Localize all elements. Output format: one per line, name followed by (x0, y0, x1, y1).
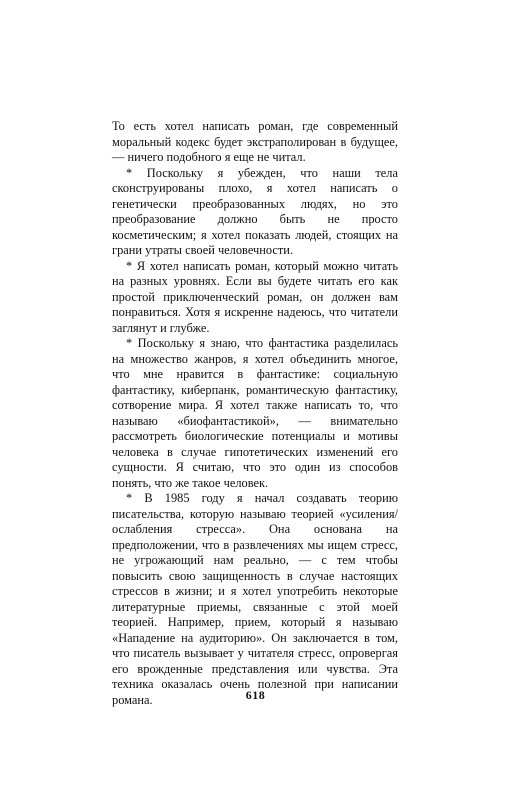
paragraph-biofantasy: * Поскольку я знаю, что фантастика разделилась на множество жанров, я хотел объединить многое, что мне нравится в фантастике: социальную фантастику, киберпанк, романтическую фантастику, сотворение мира. Я хотел также написать то, что называю «биофантастикой», — внимательно рассмотреть биологические потенциалы и мотивы человека в случае гипотетических изменений его сущности. Я считаю, что это один из способов понять, что же такое человек. (112, 336, 398, 490)
paragraph-genetic-people: * Поскольку я убежден, что наши тела сконструированы плохо, я хотел написать о генетически преобразованных людях, но это преобразование должно быть не просто косметическим; я хотел показать людей, стоящих на грани утраты своей человечности. (112, 165, 398, 257)
page-number: 618 (245, 688, 266, 702)
paragraph-stress-theory: * В 1985 году я начал создавать теорию писательства, которую называю теорией «усиления/ослабления стресса». Она основана на предположении, что в развлечениях мы ищем стресс, не угрожающий нам реально, — с тем чтобы повысить свою защищенность в случае настоящих стрессов в жизни; и я хотел употребить некоторые литературные приемы, связанные с этой моей теорией. Например, прием, который я называю «Нападение на аудиторию». Он заключается в том, что писатель вызывает у читателя стресс, опровергая его врожденные представления или чувства. Эта техника оказалась очень полезной при написании романа. (112, 491, 398, 707)
paragraph-reading-levels: * Я хотел написать роман, который можно читать на разных уровнях. Если вы будете читать его как простой приключенческий роман, он должен вам понравиться. Хотя я искренне надеюсь, что читатели заглянут и глубже. (112, 258, 398, 335)
paragraph-continuation: То есть хотел написать роман, где современный моральный кодекс будет экстраполирован в будущее, — ничего подобного я еще не читал. (112, 119, 398, 164)
page-text-block (112, 119, 398, 708)
